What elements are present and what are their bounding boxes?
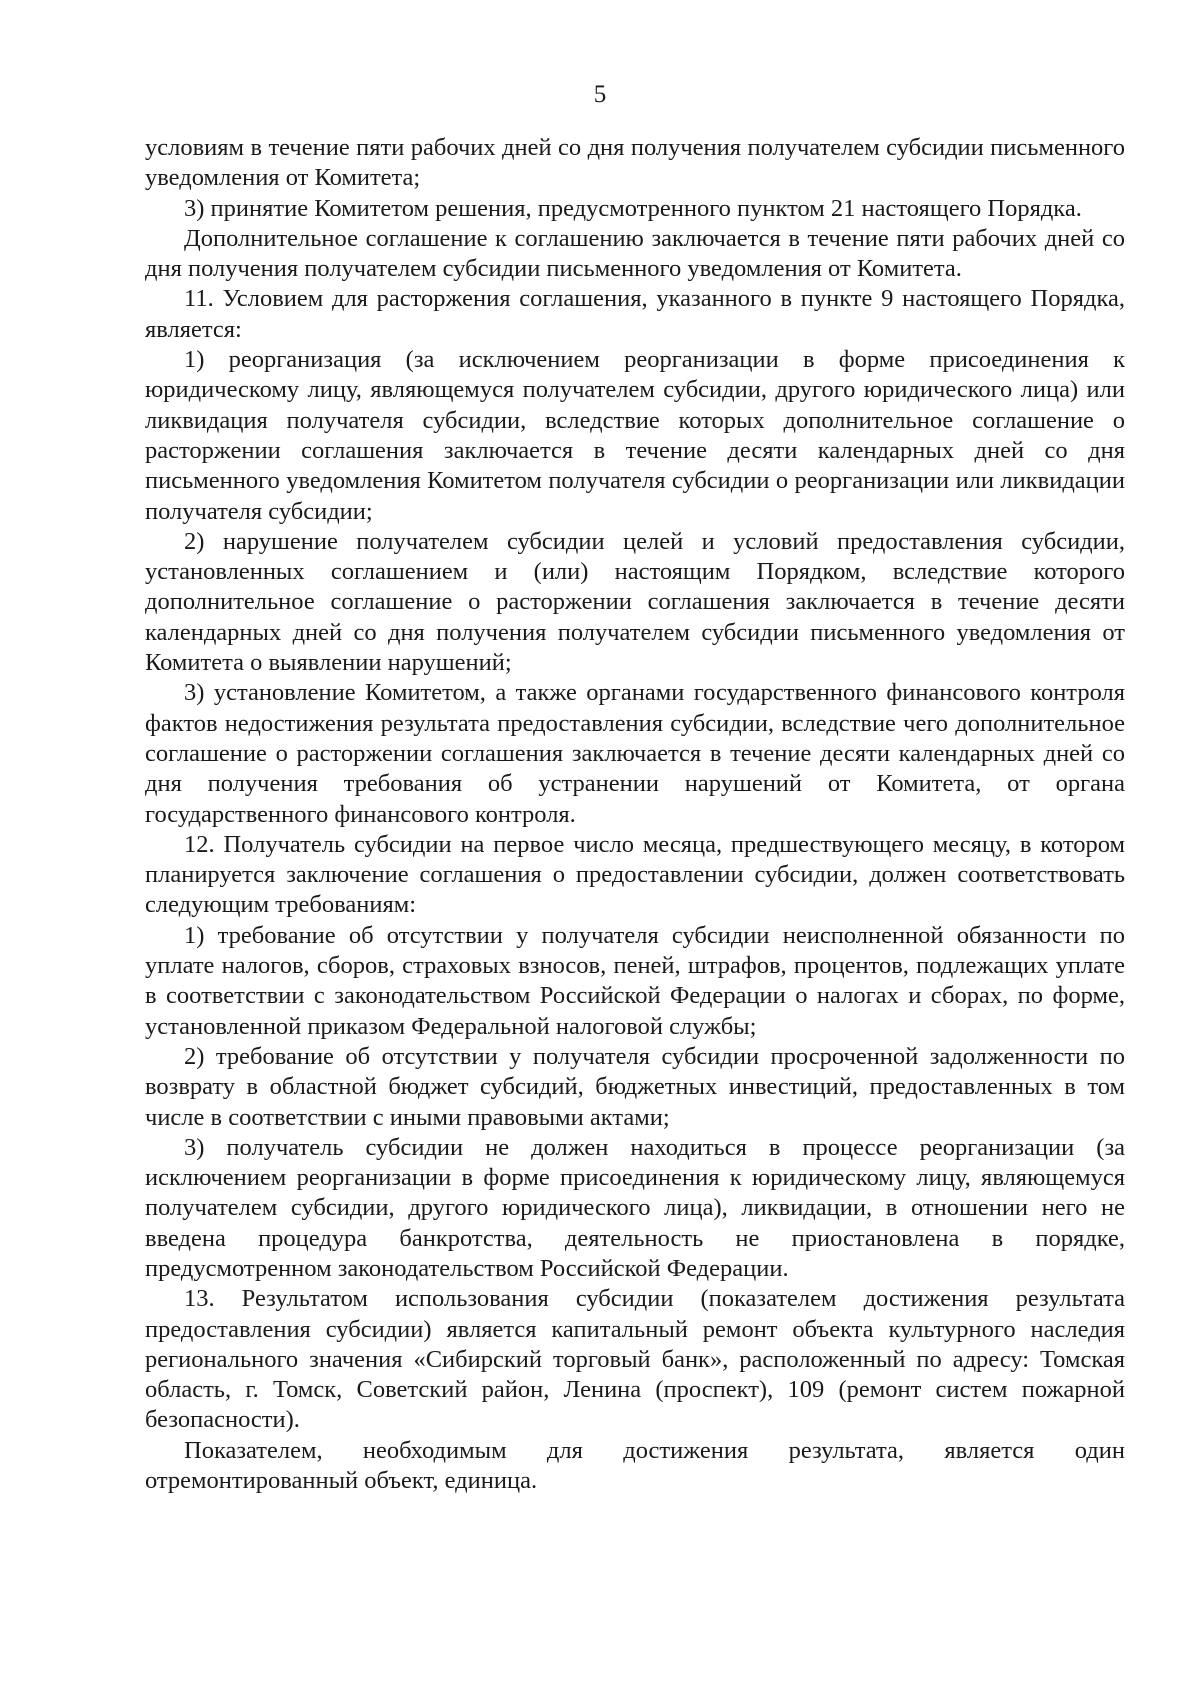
paragraph-clause-13: 13. Результатом использования субсидии (показателем достижения результата предоставления субсидии) является капитальный ремонт объекта культурного наследия регионального значения «Сибирский торговый банк», расположенный по адресу: Томская область, г. Томск, Советский район, Ленина (проспект), 109 (ремонт систем пожарной безопасности). [145,1285,1125,1434]
paragraph-item: 1) требование об отсутствии у получателя субсидии неисполненной обязанности по уплате налогов, сборов, страховых взносов, пеней, штрафов, процентов, подлежащих уплате в соответствии с законодательством Российской Федерации о налогах и сборах, по форме, установленной приказом Федеральной налоговой службы; [145,921,1125,1040]
page-number: 5 [593,81,607,108]
paragraph-clause-11: 11. Условием для расторжения соглашения, указанного в пункте 9 настоящего Порядка, является: [145,285,1125,343]
paragraph-clause-12: 12. Получатель субсидии на первое число месяца, предшествующего месяцу, в котором планируется заключение соглашения о предоставлении субсидии, должен соответствовать следующим требованиям: [145,830,1125,919]
paragraph-item: 2) нарушение получателем субсидии целей и условий предоставления субсидии, установленных соглашением и (или) настоящим Порядком, вследствие которого дополнительное соглашение о расторжении соглашения заключается в течение десяти календарных дней со дня получения получателем субсидии письменного уведомления от Комитета о выявлении нарушений; [145,527,1125,677]
paragraph: Показателем, необходимым для достижения результата, является один отремонтированный объект, единица. [145,1436,1125,1495]
paragraph-item: 2) требование об отсутствии у получателя субсидии просроченной задолженности по возврату в областной бюджет субсидий, бюджетных инвестиций, предоставленных в том числе в соответствии с иными правовыми актами; [145,1042,1125,1131]
paragraph-item: 3) получатель субсидии не должен находиться в процессе реорганизации (за исключением реорганизации в форме присоединения к юридическому лицу, являющемуся получателем субсидии, другого юридического лица), ликвидации, в отношении него не введена процедура банкротства, деятельность не приостановлена в порядке, предусмотренном законодательством Российской Федерации. [145,1133,1125,1282]
paragraph-continuation: условиям в течение пяти рабочих дней со дня получения получателем субсидии письменного уведомления от Комитета; [145,134,1125,192]
paragraph-item: 3) установление Комитетом, а также органами государственного финансового контроля фактов недостижения результата предоставления субсидии, вследствие чего дополнительное соглашение о расторжении соглашения заключается в течение десяти календарных дней со дня получения требования об устранении нарушений от Комитета, от органа государственного финансового контроля. [145,679,1125,828]
paragraph: Дополнительное соглашение к соглашению заключается в течение пяти рабочих дней со дня получения получателем субсидии письменного уведомления от Комитета. [145,224,1125,283]
paragraph-item: 1) реорганизация (за исключением реорганизации в форме присоединения к юридическому лицу, являющемуся получателем субсидии, другого юридического лица) или ликвидация получателя субсидии, вследствие которых дополнительное соглашение о расторжении соглашения заключается в течение десяти календарных дней со дня письменного уведомления Комитетом получателя субсидии о реорганизации или ликвидации получателя субсидии; [145,346,1125,525]
paragraph-item: 3) принятие Комитетом решения, предусмотренного пунктом 21 настоящего Порядка. [184,194,1082,222]
document-body [145,133,1125,1496]
